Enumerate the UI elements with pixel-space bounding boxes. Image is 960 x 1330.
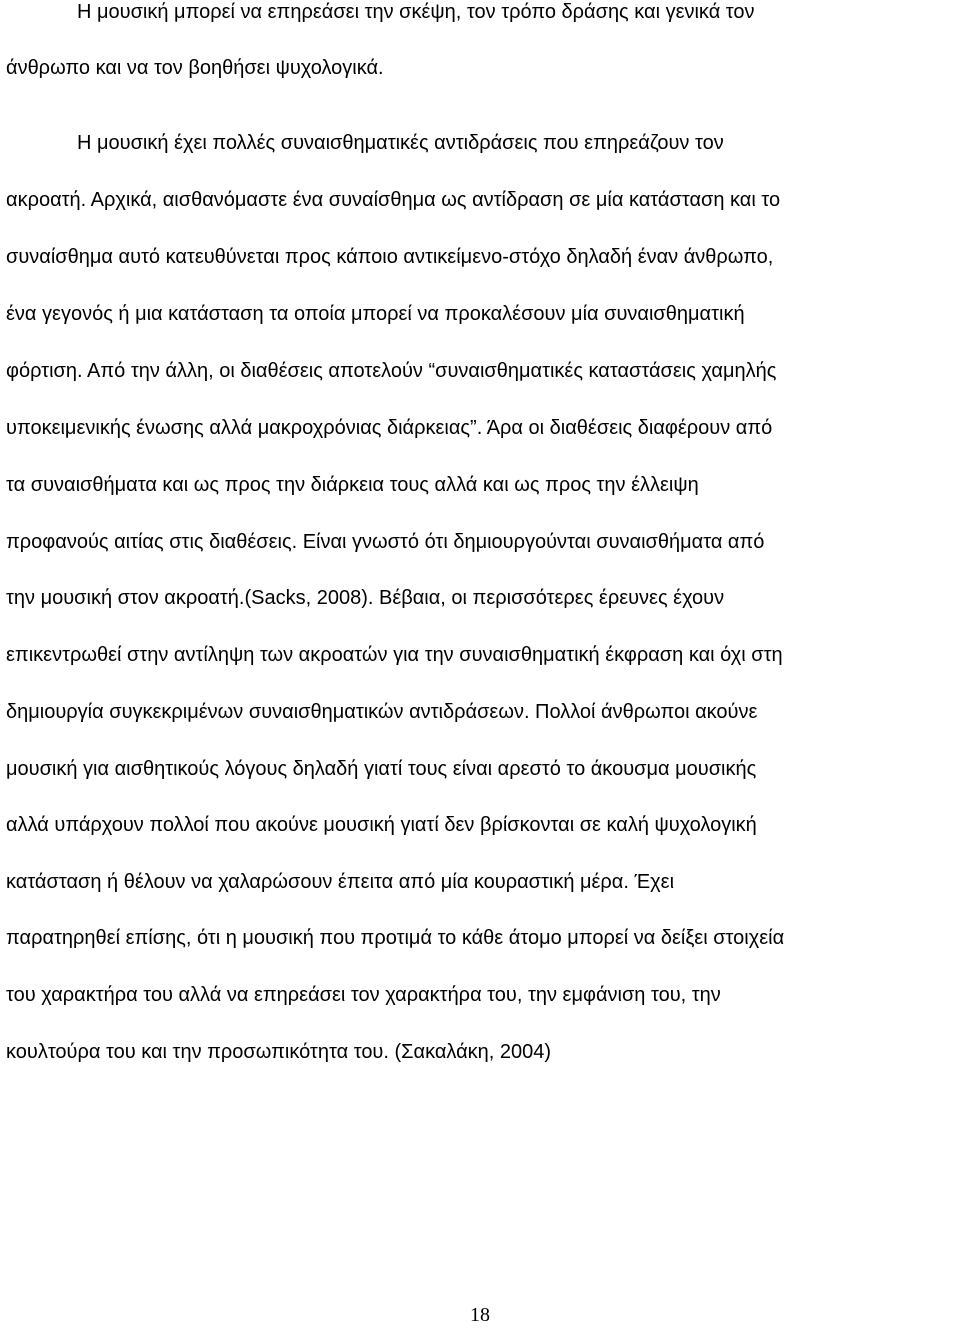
text-line: Η μουσική έχει πολλές συναισθηματικές αντιδράσεις που επηρεάζουν τον xyxy=(77,132,724,154)
page-number: 18 xyxy=(470,1304,490,1326)
text-line: άνθρωπο και να τον βοηθήσει ψυχολογικά. xyxy=(6,57,384,79)
text-line: του χαρακτήρα του αλλά να επηρεάσει τον χαρακτήρα του, την εμφάνιση του, την xyxy=(6,984,721,1006)
text-line: προφανούς αιτίας στις διαθέσεις. Είναι γνωστό ότι δημιουργούνται συναισθήματα από xyxy=(6,531,765,553)
text-line: τα συναισθήματα και ως προς την διάρκεια τους αλλά και ως προς την έλλειψη xyxy=(6,474,699,496)
text-line: ένα γεγονός ή μια κατάσταση τα οποία μπορεί να προκαλέσουν μία συναισθηματική xyxy=(6,303,745,325)
text-line: φόρτιση. Από την άλλη, οι διαθέσεις αποτελούν “συναισθηματικές καταστάσεις χαμηλής xyxy=(6,360,777,382)
text-line: υποκειμενικής ένωσης αλλά μακροχρόνιας διάρκειας”. Άρα οι διαθέσεις διαφέρουν από xyxy=(6,417,773,439)
text-line: κατάσταση ή θέλουν να χαλαρώσουν έπειτα από μία κουραστική μέρα. Έχει xyxy=(6,871,675,893)
text-line: ακροατή. Αρχικά, αισθανόμαστε ένα συναίσθημα ως αντίδραση σε μία κατάσταση και το xyxy=(6,189,781,211)
text-line: συναίσθημα αυτό κατευθύνεται προς κάποιο αντικείμενο-στόχο δηλαδή έναν άνθρωπο, xyxy=(6,246,774,268)
text-line: επικεντρωθεί στην αντίληψη των ακροατών για την συναισθηματική έκφραση και όχι στη xyxy=(6,644,783,666)
text-line: μουσική για αισθητικούς λόγους δηλαδή γιατί τους είναι αρεστό το άκουσμα μουσικής xyxy=(6,758,757,780)
text-line: αλλά υπάρχουν πολλοί που ακούνε μουσική γιατί δεν βρίσκονται σε καλή ψυχολογική xyxy=(6,814,757,836)
text-line: παρατηρηθεί επίσης, ότι η μουσική που προτιμά το κάθε άτομο μπορεί να δείξει στοιχεία xyxy=(6,927,785,949)
text-line: κουλτούρα του και την προσωπικότητα του. (Σακαλάκη, 2004) xyxy=(6,1041,552,1063)
text-line: Η μουσική μπορεί να επηρεάσει την σκέψη, τον τρόπο δράσης και γενικά τον xyxy=(77,1,755,23)
text-line: δημιουργία συγκεκριμένων συναισθηματικών αντιδράσεων. Πολλοί άνθρωποι ακούνε xyxy=(6,701,758,723)
text-line: την μουσική στον ακροατή.(Sacks, 2008). Βέβαια, οι περισσότερες έρευνες έχουν xyxy=(6,587,725,609)
